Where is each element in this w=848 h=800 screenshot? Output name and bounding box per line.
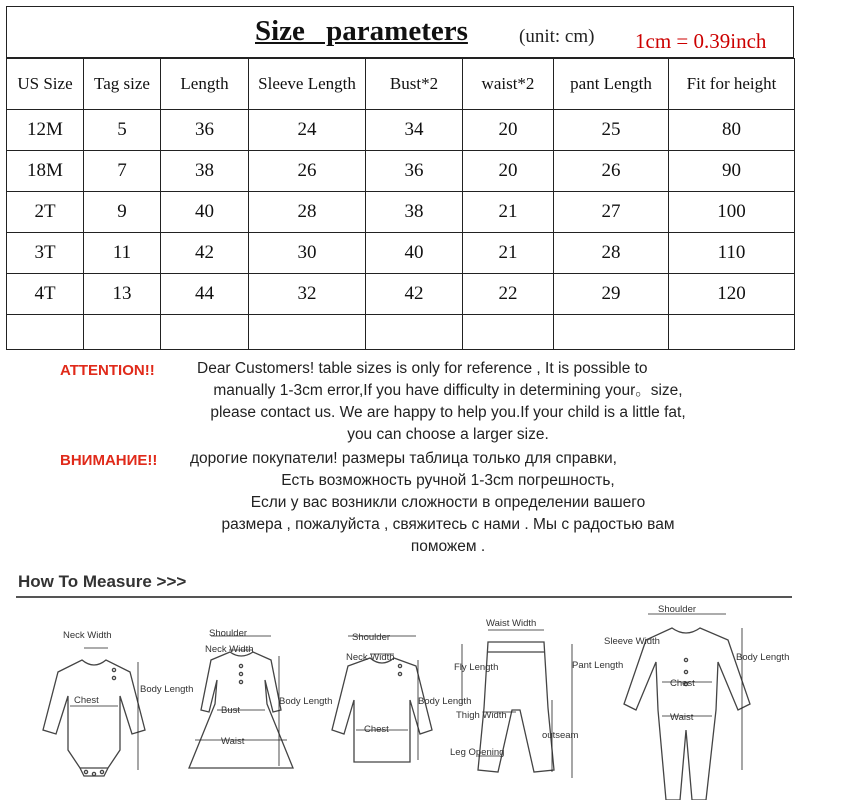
- column-header: Tag size: [84, 59, 161, 110]
- russian-line: Если у вас возникли сложности в определении вашего: [250, 494, 646, 511]
- pants-fly-label: Fly Length: [454, 662, 499, 673]
- table-cell: 9: [84, 192, 161, 233]
- table-row: [7, 110, 795, 151]
- shirt-neck-label: Neck Width: [346, 652, 395, 663]
- table-cell: 18M: [7, 151, 84, 192]
- table-cell: [669, 315, 795, 350]
- table-cell: [84, 315, 161, 350]
- table-cell: 36: [161, 110, 249, 151]
- pants-pant-label: Pant Length: [572, 660, 624, 671]
- pants-thigh-label: Thigh Width: [456, 710, 507, 721]
- table-header-row: [7, 59, 795, 110]
- romper-body-label: Body Length: [736, 652, 790, 663]
- size-table: [6, 58, 795, 350]
- romper-chest-label: Chest: [670, 678, 695, 689]
- shirt-shoulder-label: Shoulder: [352, 632, 391, 643]
- table-cell: 27: [554, 192, 669, 233]
- dress-shoulder-label: Shoulder: [209, 628, 248, 639]
- table-cell: [554, 315, 669, 350]
- table-cell: 36: [366, 151, 463, 192]
- dress-neck-label: Neck Width: [205, 644, 254, 655]
- russian-line: размера , пожалуйста , свяжитесь с нами . Мы с радостью вам: [221, 516, 675, 533]
- divider: [16, 596, 792, 598]
- table-cell: 110: [669, 233, 795, 274]
- unit-text: (unit: cm): [519, 26, 595, 47]
- table-cell: 3T: [7, 233, 84, 274]
- column-header: US Size: [7, 59, 84, 110]
- dress-waist-label: Waist: [221, 736, 245, 747]
- romper-shoulder-label: Shoulder: [658, 604, 697, 615]
- table-cell: 11: [84, 233, 161, 274]
- table-cell: 12M: [7, 110, 84, 151]
- table-row: [7, 274, 795, 315]
- table-cell: 42: [161, 233, 249, 274]
- shirt-diagram: [320, 600, 472, 800]
- pants-waist-label: Waist Width: [486, 618, 537, 629]
- table-cell: 120: [669, 274, 795, 315]
- attention-line: Dear Customers! table sizes is only for reference , It is possible to: [197, 360, 648, 377]
- table-cell: 25: [554, 110, 669, 151]
- pants-diagram: [450, 600, 624, 800]
- table-cell: [249, 315, 366, 350]
- table-cell: 24: [249, 110, 366, 151]
- table-cell: 2T: [7, 192, 84, 233]
- attention-line: you can choose a larger size.: [347, 426, 549, 443]
- bodysuit-neck-label: Neck Width: [63, 630, 112, 641]
- romper-sleeve-label: Sleeve Width: [604, 636, 660, 647]
- romper-waist-label: Waist: [670, 712, 694, 723]
- table-cell: [463, 315, 554, 350]
- table-cell: 38: [366, 192, 463, 233]
- table-cell: 20: [463, 151, 554, 192]
- attention-label: ATTENTION!!: [60, 362, 155, 379]
- table-cell: 22: [463, 274, 554, 315]
- table-cell: 34: [366, 110, 463, 151]
- column-header: waist*2: [463, 59, 554, 110]
- column-header: pant Length: [554, 59, 669, 110]
- size-title: Size parameters: [255, 15, 468, 47]
- shirt-chest-label: Chest: [364, 724, 389, 735]
- table-cell: [161, 315, 249, 350]
- pants-outseam-label: outseam: [542, 730, 579, 741]
- table-cell: 40: [366, 233, 463, 274]
- table-cell: 30: [249, 233, 366, 274]
- table-cell: 29: [554, 274, 669, 315]
- table-cell: 5: [84, 110, 161, 151]
- russian-line: поможем .: [410, 538, 486, 555]
- table-cell: 13: [84, 274, 161, 315]
- table-cell: 32: [249, 274, 366, 315]
- table-cell: 38: [161, 151, 249, 192]
- column-header: Fit for height: [669, 59, 795, 110]
- attention-line: please contact us. We are happy to help you.If your child is a little fat,: [210, 404, 686, 421]
- table-cell: 26: [249, 151, 366, 192]
- table-row: [7, 151, 795, 192]
- bodysuit-diagram: [20, 600, 194, 800]
- table-cell: [7, 315, 84, 350]
- size-header: [6, 6, 794, 58]
- table-cell: 100: [669, 192, 795, 233]
- bodysuit-body-label: Body Length: [140, 684, 194, 695]
- table-cell: 21: [463, 192, 554, 233]
- table-row-empty: [7, 315, 795, 350]
- table-cell: 28: [554, 233, 669, 274]
- russian-line: дорогие покупатели! размеры таблица только для справки,: [190, 450, 617, 467]
- table-row: [7, 233, 795, 274]
- dress-bust-label: Bust: [221, 705, 241, 716]
- table-cell: 4T: [7, 274, 84, 315]
- table-cell: 26: [554, 151, 669, 192]
- column-header: Sleeve Length: [249, 59, 366, 110]
- attention-line: manually 1-3cm error,If you have difficulty in determining your。size,: [213, 382, 683, 399]
- table-cell: 21: [463, 233, 554, 274]
- pants-leg-label: Leg Opening: [450, 747, 505, 758]
- russian-line: Есть возможность ручной 1-3cm погрешность,: [281, 472, 615, 489]
- dress-diagram: [175, 600, 333, 800]
- shirt-body-label: Body Length: [418, 696, 472, 707]
- table-cell: 40: [161, 192, 249, 233]
- bodysuit-chest-label: Chest: [74, 695, 99, 706]
- table-cell: 20: [463, 110, 554, 151]
- table-row: [7, 192, 795, 233]
- column-header: Length: [161, 59, 249, 110]
- table-cell: 80: [669, 110, 795, 151]
- dress-body-label: Body Length: [279, 696, 333, 707]
- russian-attention-label: ВНИМАНИЕ!!: [60, 452, 158, 469]
- table-cell: [366, 315, 463, 350]
- table-cell: 90: [669, 151, 795, 192]
- conversion-text: 1cm = 0.39inch: [635, 29, 767, 53]
- table-cell: 7: [84, 151, 161, 192]
- how-to-measure-title: How To Measure >>>: [18, 572, 187, 591]
- column-header: Bust*2: [366, 59, 463, 110]
- table-cell: 42: [366, 274, 463, 315]
- romper-diagram: [600, 600, 790, 800]
- table-cell: 44: [161, 274, 249, 315]
- table-cell: 28: [249, 192, 366, 233]
